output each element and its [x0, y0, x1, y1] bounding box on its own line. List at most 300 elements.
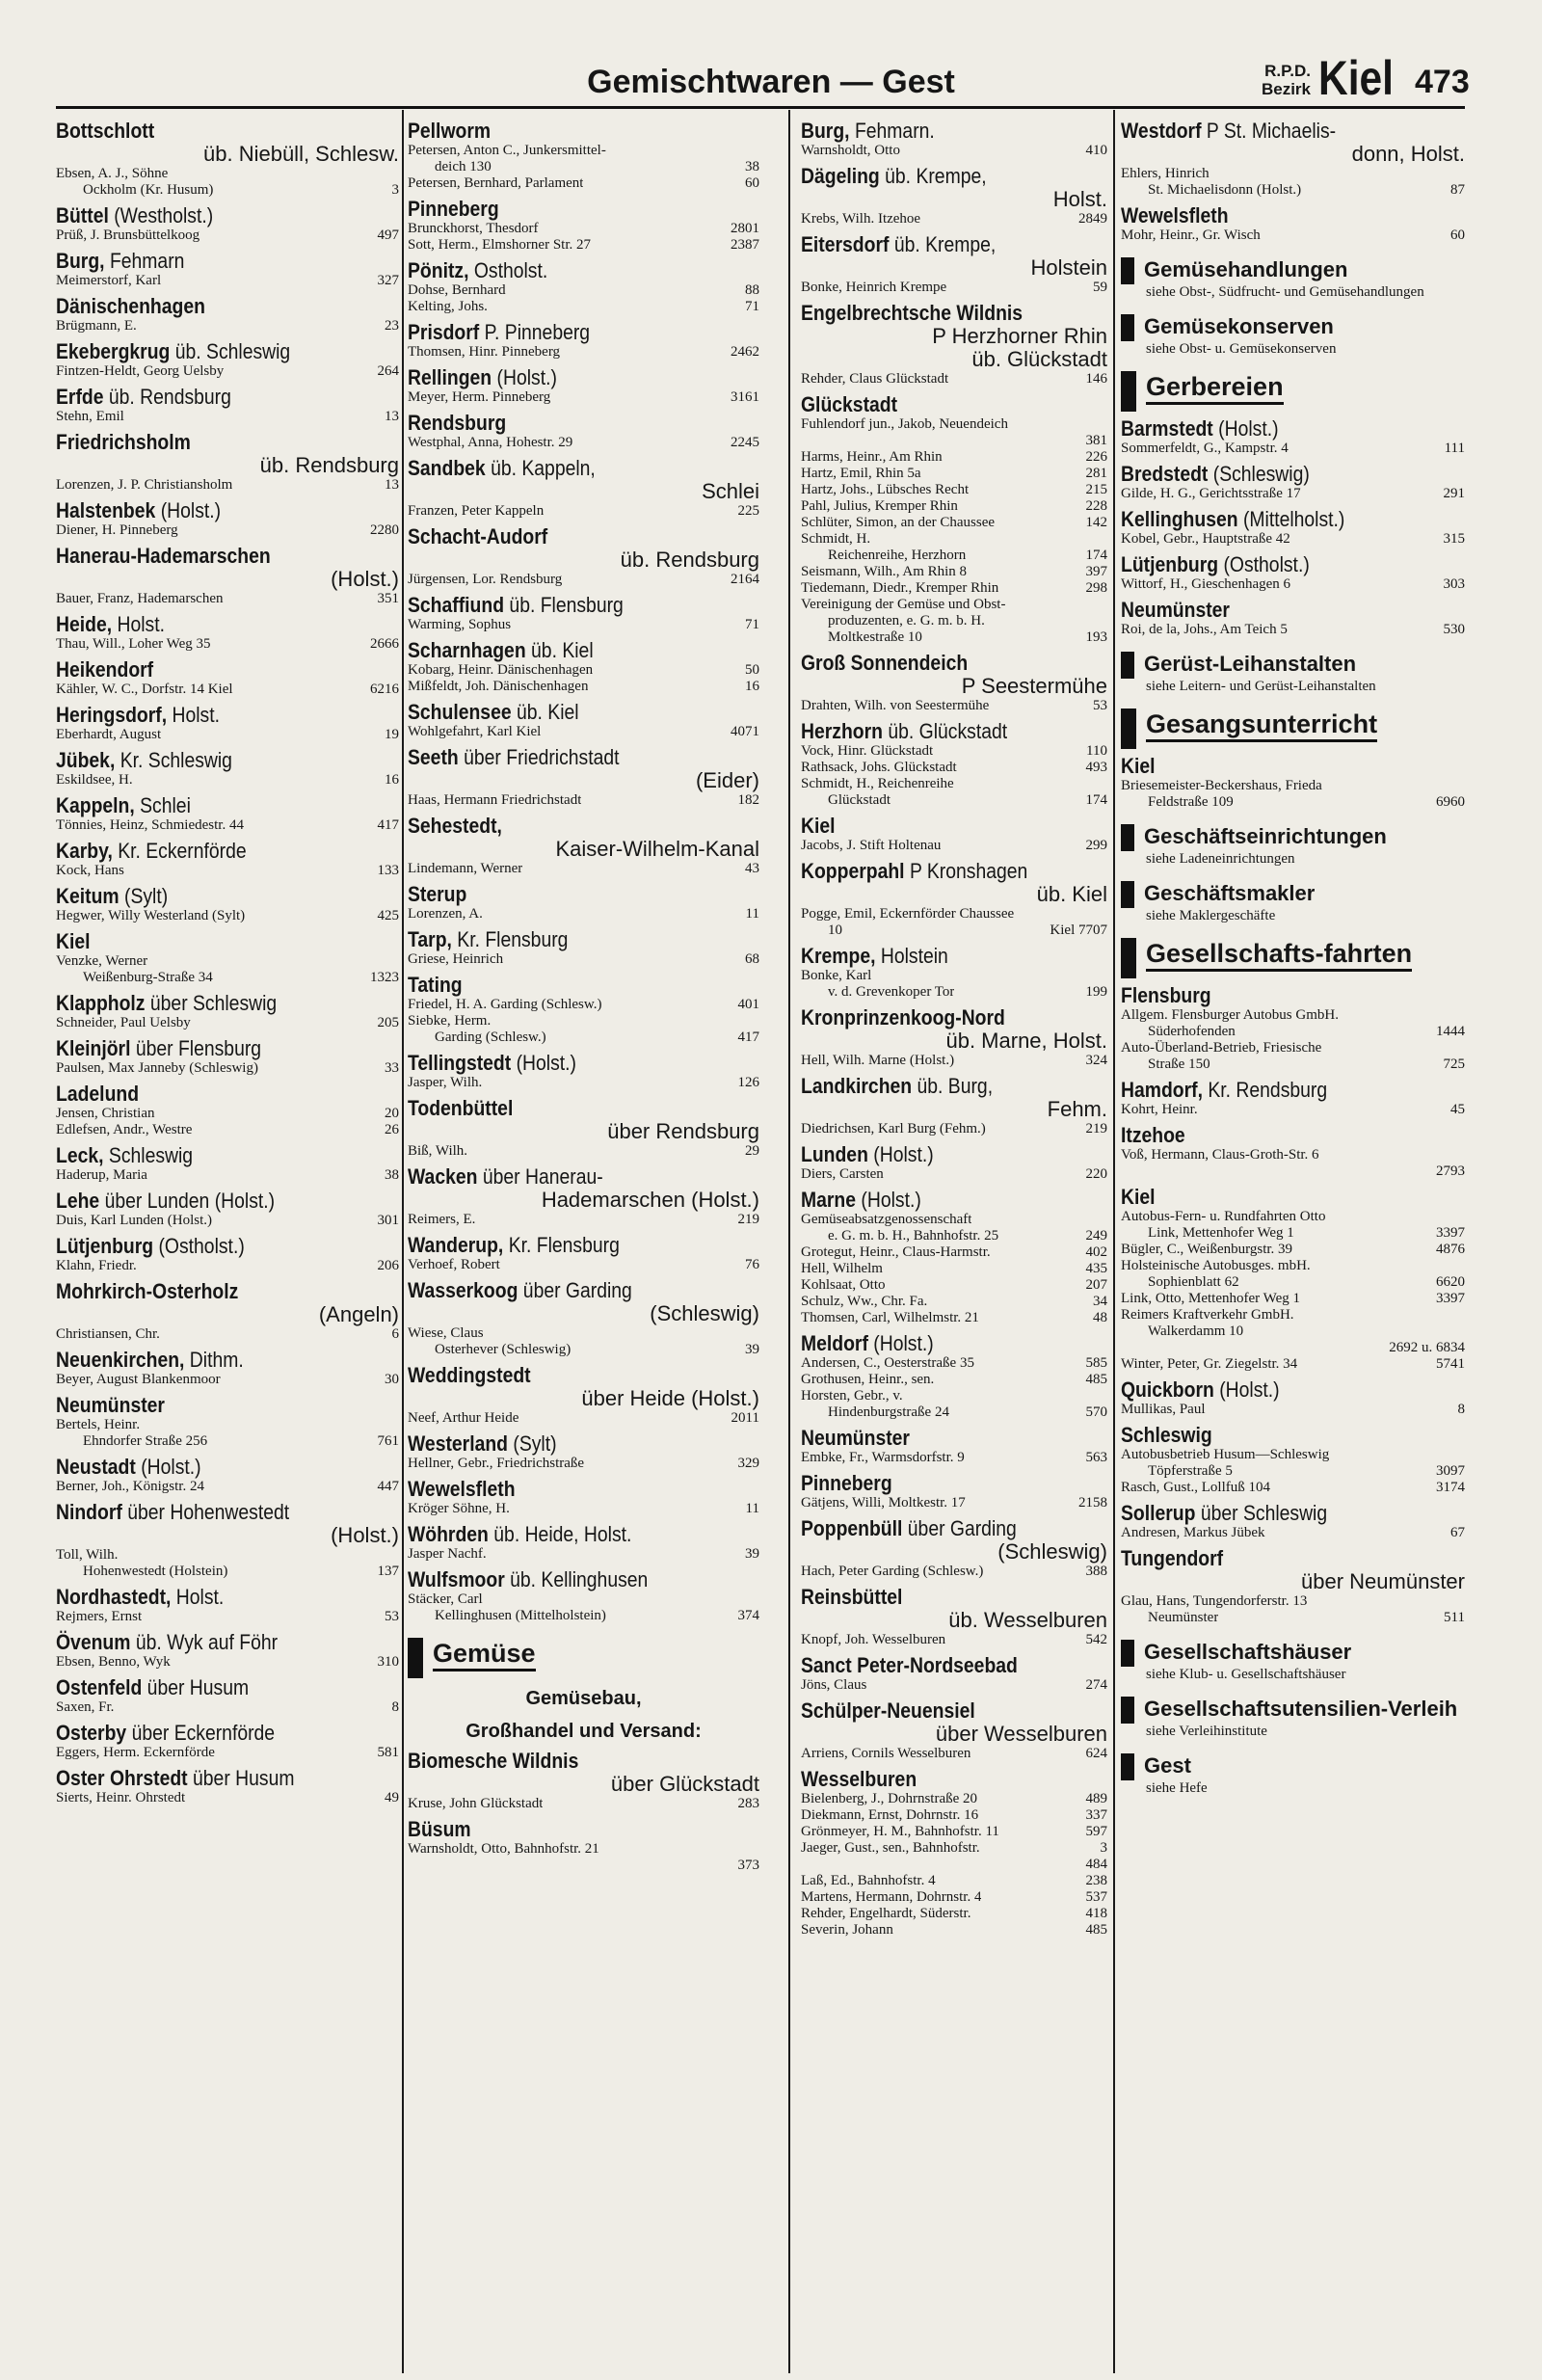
listing-name: Sophienblatt 62: [1148, 1274, 1239, 1290]
listing-name: Thomsen, Hinr. Pinneberg: [408, 344, 561, 360]
place-heading: [56, 385, 358, 409]
listing-phone: 418: [1085, 1906, 1107, 1921]
listing-name: St. Michaelisdonn (Holst.): [1148, 182, 1302, 198]
listing-phone: 3161: [731, 389, 759, 405]
listing-phone: 493: [1085, 760, 1107, 775]
place-heading: [408, 814, 717, 838]
listing-entry: [408, 237, 759, 254]
place-name: Dägeling: [801, 164, 880, 188]
section-marker: [1121, 824, 1134, 851]
listing-name: Lindemann, Werner: [408, 861, 523, 876]
listing-name: Warming, Sophus: [408, 617, 512, 632]
listing-phone: 30: [385, 1372, 399, 1387]
listing-entry: [56, 636, 399, 653]
place-qualifier: Dithm.: [189, 1348, 244, 1372]
listing-name: Link, Mettenhofer Weg 1: [1148, 1225, 1294, 1241]
listing-phone: 299: [1085, 838, 1107, 853]
listing-entry: [408, 143, 759, 159]
listing-name: Stäcker, Carl: [408, 1591, 483, 1607]
place-heading: [56, 119, 358, 143]
listing-phone: 315: [1443, 531, 1465, 547]
listing-phone: 725: [1443, 1056, 1465, 1072]
listing-entry: [1121, 1274, 1465, 1291]
listing-entry: [801, 143, 1107, 159]
place-qualifier: (Holst.): [873, 1142, 934, 1166]
place-heading: [408, 411, 717, 435]
listing-name: Seismann, Wilh., Am Rhin 8: [801, 564, 968, 579]
place-qualifier: üb. Glückstadt: [888, 719, 1008, 743]
listing-entry: [801, 1632, 1107, 1648]
listing-name: Biß, Wilh.: [408, 1143, 468, 1159]
listing-entry: [1121, 1402, 1465, 1418]
listing-entry: [1121, 1056, 1465, 1073]
place-name: Rendsburg: [408, 411, 507, 435]
listing-name: Saxen, Fr.: [56, 1699, 115, 1715]
section-marker: [1121, 1753, 1134, 1780]
listing-entry: [408, 1410, 759, 1427]
place-heading: [56, 657, 358, 682]
listing-phone: 537: [1085, 1889, 1107, 1905]
listing-name: Toll, Wilh.: [56, 1547, 119, 1563]
listing-phone: 228: [1085, 498, 1107, 514]
place-qualifier: (Holst.): [861, 1188, 921, 1212]
listing-entry: [408, 997, 759, 1013]
place-qualifier-line: Fehm.: [1047, 1097, 1107, 1121]
listing-phone: 497: [377, 227, 399, 243]
place-heading: [408, 365, 717, 389]
place-qualifier: Kr. Eckernförde: [118, 839, 247, 863]
place-name: Wacken: [408, 1164, 478, 1189]
place-qualifier: üb. Flensburg: [509, 593, 624, 617]
listing-entry: [1121, 1258, 1465, 1274]
place-heading: [801, 1142, 1071, 1166]
place-heading: [56, 544, 358, 568]
listing-name: Schneider, Paul Uelsby: [56, 1015, 191, 1030]
listing-entry: [801, 1746, 1107, 1762]
listing-name: Eggers, Herm. Eckernförde: [56, 1745, 215, 1760]
place-qualifier: üb. Heide, Holst.: [493, 1522, 632, 1546]
listing-entry: [408, 792, 759, 809]
listing-phone: 219: [737, 1212, 759, 1227]
listing-name: produzenten, e. G. m. b. H.: [828, 613, 985, 628]
listing-entry: [56, 318, 399, 334]
listing-entry: [408, 299, 759, 315]
directory-column-3: [801, 114, 1107, 2369]
place-name: Burg,: [56, 249, 105, 273]
listing-entry: [801, 1873, 1107, 1889]
listing-phone: 291: [1443, 486, 1465, 501]
listing-name: Tönnies, Heinz, Schmiedestr. 44: [56, 817, 244, 833]
place-name: Lütjenburg: [1121, 552, 1219, 576]
listing-name: Kock, Hans: [56, 863, 124, 878]
directory-column-2: [408, 114, 759, 2369]
listing-entry: [801, 838, 1107, 854]
listing-entry: [56, 273, 399, 289]
place-heading: [408, 197, 717, 221]
listing-entry: [801, 597, 1107, 613]
listing-phone: 182: [737, 792, 759, 808]
place-name: Eitersdorf: [801, 232, 890, 256]
listing-entry: [1121, 1147, 1465, 1163]
place-qualifier-line: (Schleswig): [997, 1539, 1107, 1564]
place-qualifier: Kr. Rendsburg: [1208, 1078, 1328, 1102]
place-heading: [1121, 754, 1423, 778]
listing-entry: [1121, 1447, 1465, 1463]
listing-name: Thau, Will., Loher Weg 35: [56, 636, 211, 652]
section-heading: [1121, 1640, 1465, 1667]
listing-name: Jaeger, Gust., sen., Bahnhofstr.: [801, 1840, 980, 1856]
place-heading: [801, 1585, 1071, 1609]
listing-phone: 38: [745, 159, 759, 174]
listing-phone: 20: [385, 1106, 399, 1121]
listing-entry: [801, 984, 1107, 1001]
listing-name: Haas, Hermann Friedrichstadt: [408, 792, 582, 808]
listing-name: Jasper Nachf.: [408, 1546, 487, 1562]
section-heading: [408, 1638, 759, 1678]
place-name: Büttel: [56, 203, 109, 227]
listing-name: Lorenzen, A.: [408, 906, 483, 922]
place-heading: [408, 456, 717, 480]
section-heading: [1121, 652, 1465, 679]
place-qualifier-line: Hademarschen (Holst.): [541, 1188, 759, 1212]
place-heading: [801, 164, 1071, 188]
listing-entry: [56, 1213, 399, 1229]
listing-entry: [801, 1564, 1107, 1580]
listing-entry: [801, 613, 1107, 629]
page-header: [0, 0, 1542, 108]
place-qualifier: Holst.: [172, 703, 220, 727]
listing-name: Töpferstraße 5: [1148, 1463, 1233, 1479]
place-heading: [56, 703, 358, 727]
listing-phone: 3: [1100, 1840, 1107, 1856]
listing-phone: 6620: [1436, 1274, 1465, 1290]
listing-entry: [801, 1244, 1107, 1261]
listing-name: Glückstadt: [828, 792, 891, 808]
listing-name: Schlüter, Simon, an der Chaussee: [801, 515, 996, 530]
listing-entry: [801, 1840, 1107, 1857]
place-qualifier: über Hohenwestedt: [127, 1500, 290, 1524]
listing-phone: 67: [1450, 1525, 1465, 1540]
place-qualifier-line: Holst.: [1052, 187, 1107, 211]
listing-entry: [1121, 794, 1465, 811]
listing-entry: [1121, 486, 1465, 502]
listing-entry: [801, 498, 1107, 515]
listing-name: Gätjens, Willi, Moltkestr. 17: [801, 1495, 966, 1511]
listing-phone: 3397: [1436, 1291, 1465, 1306]
listing-entry: [801, 1889, 1107, 1906]
listing-phone: 303: [1443, 576, 1465, 592]
listing-entry: [1121, 1024, 1465, 1040]
place-name: Karby,: [56, 839, 113, 863]
listing-name: Hindenburgstraße 24: [828, 1404, 949, 1420]
listing-name: Petersen, Anton C., Junkersmittel-: [408, 143, 606, 158]
listing-entry: [408, 951, 759, 968]
listing-name: Tiedemann, Diedr., Kremper Rhin: [801, 580, 999, 596]
place-name: Pinneberg: [801, 1471, 892, 1495]
listing-phone: 542: [1085, 1632, 1107, 1647]
place-name: Nordhastedt,: [56, 1585, 172, 1609]
listing-name: Rejmers, Ernst: [56, 1609, 143, 1624]
listing-name: Grönmeyer, H. M., Bahnhofstr. 11: [801, 1824, 999, 1839]
listing-name: Hegwer, Willy Westerland (Sylt): [56, 908, 246, 923]
place-name: Groß Sonnendeich: [801, 651, 969, 675]
place-name: Tating: [408, 973, 463, 997]
listing-phone: 68: [745, 951, 759, 967]
listing-phone: 16: [745, 679, 759, 694]
listing-entry: [56, 908, 399, 924]
listing-phone: 71: [745, 299, 759, 314]
listing-name: Brügmann, E.: [56, 318, 137, 334]
place-heading: [408, 1477, 717, 1501]
listing-phone: 49: [385, 1790, 399, 1805]
listing-entry: [56, 1564, 399, 1580]
listing-phone: 23: [385, 318, 399, 334]
listing-name: Mohr, Heinr., Gr. Wisch: [1121, 227, 1261, 243]
place-heading: [1121, 119, 1423, 143]
listing-entry: [56, 953, 399, 970]
listing-entry: [56, 1106, 399, 1122]
place-qualifier: über Eckernförde: [131, 1721, 276, 1745]
place-name: Landkirchen: [801, 1074, 913, 1098]
listing-entry: [56, 1609, 399, 1625]
place-heading: [408, 1431, 717, 1456]
place-name: Mohrkirch-Osterholz: [56, 1279, 239, 1303]
listing-name: Link, Otto, Mettenhofer Weg 1: [1121, 1291, 1300, 1306]
listing-entry: [408, 503, 759, 520]
listing-entry: [801, 1053, 1107, 1069]
place-heading: [408, 1278, 717, 1302]
listing-phone: 3174: [1436, 1480, 1465, 1495]
section-heading: [1121, 938, 1465, 978]
listing-name: Warnsholdt, Otto: [801, 143, 900, 158]
page-number: 473: [1415, 64, 1470, 100]
place-qualifier-line: Schlei: [702, 479, 759, 503]
place-qualifier: Holstein: [880, 944, 948, 968]
place-heading: [801, 1331, 1071, 1355]
listing-name: Rathsack, Johs. Glückstadt: [801, 760, 957, 775]
listing-name: Süderhofenden: [1148, 1024, 1236, 1039]
place-qualifier-line: üb. Glückstadt: [971, 347, 1107, 371]
listing-name: Osterhever (Schleswig): [435, 1342, 572, 1357]
listing-name: Autobus-Fern- u. Rundfahrten Otto: [1121, 1209, 1326, 1224]
place-name: Bredstedt: [1121, 462, 1209, 486]
place-name: Schaffiund: [408, 593, 505, 617]
place-name: Ekebergkrug: [56, 339, 171, 363]
listing-phone: 485: [1085, 1922, 1107, 1938]
listing-name: Kelting, Johs.: [408, 299, 488, 314]
listing-phone: 220: [1085, 1166, 1107, 1182]
column-divider: [402, 110, 404, 2373]
section-title: Gesellschaftshäuser: [1144, 1640, 1352, 1664]
place-qualifier-line: (Angeln): [318, 1302, 399, 1326]
place-qualifier-line: über Wesselburen: [935, 1722, 1107, 1746]
place-heading: [56, 1279, 358, 1303]
listing-entry: [56, 1015, 399, 1031]
listing-name: Weißenburg-Straße 34: [83, 970, 213, 985]
listing-entry: [801, 211, 1107, 227]
place-qualifier: P. Pinneberg: [484, 320, 591, 344]
listing-name: Hellner, Gebr., Friedrichstraße: [408, 1456, 585, 1471]
listing-name: Hell, Wilhelm: [801, 1261, 883, 1276]
listing-name: Griese, Heinrich: [408, 951, 504, 967]
listing-entry: [408, 1212, 759, 1228]
listing-name: Wiese, Claus: [408, 1325, 484, 1341]
place-name: Biomesche Wildnis: [408, 1749, 579, 1773]
place-name: Wewelsfleth: [1121, 203, 1229, 227]
listing-phone: 485: [1085, 1372, 1107, 1387]
listing-phone: 11: [745, 906, 759, 922]
place-qualifier: über Husum: [146, 1675, 250, 1699]
section-marker: [408, 1638, 423, 1678]
place-name: Kiel: [1121, 1185, 1156, 1209]
place-name: Kronprinzenkoog-Nord: [801, 1005, 1005, 1030]
listing-phone: 310: [377, 1654, 399, 1670]
listing-entry: [801, 1388, 1107, 1404]
place-name: Kleinjörl: [56, 1036, 131, 1060]
place-qualifier: (Holst.): [141, 1455, 201, 1479]
place-heading: [801, 1074, 1071, 1098]
place-qualifier: üb. Kappeln,: [491, 456, 596, 480]
place-name: Ostenfeld: [56, 1675, 143, 1699]
listing-entry: [56, 1790, 399, 1806]
listing-phone: 225: [737, 503, 759, 519]
place-qualifier: Schlei: [140, 793, 191, 817]
listing-name: Meimerstorf, Karl: [56, 273, 162, 288]
place-heading: [56, 1189, 358, 1213]
listing-name: Jacobs, J. Stift Holtenau: [801, 838, 942, 853]
place-qualifier-line: (Holst.): [331, 567, 399, 591]
cross-reference: siehe Maklergeschäfte: [1146, 908, 1276, 923]
place-qualifier: üb. Kellinghusen: [510, 1567, 649, 1591]
listing-name: Bonke, Karl: [801, 968, 872, 983]
cross-reference: siehe Verleihinstitute: [1146, 1724, 1267, 1739]
listing-entry: [56, 1372, 399, 1388]
listing-name: Laß, Ed., Bahnhofstr. 4: [801, 1873, 936, 1888]
place-heading: [56, 1630, 358, 1654]
listing-entry: [56, 591, 399, 607]
place-name: Westerland: [408, 1431, 509, 1456]
listing-name: Mißfeldt, Joh. Dänischenhagen: [408, 679, 589, 694]
listing-phone: 38: [385, 1167, 399, 1183]
place-name: Övenum: [56, 1630, 131, 1654]
listing-entry: [56, 1745, 399, 1761]
listing-phone: 3397: [1436, 1225, 1465, 1241]
place-name: Bottschlott: [56, 119, 155, 143]
listing-phone: 381: [1085, 433, 1107, 448]
listing-name: deich 130: [435, 159, 492, 174]
place-qualifier: (Sylt): [513, 1431, 557, 1456]
place-name: Lunden: [801, 1142, 868, 1166]
listing-name: Venzke, Werner: [56, 953, 148, 969]
listing-entry: [801, 906, 1107, 923]
listing-phone: 264: [377, 363, 399, 379]
place-qualifier: üb. Kiel: [531, 638, 594, 662]
place-heading: [1121, 507, 1423, 531]
place-heading: [56, 612, 358, 636]
listing-phone: 45: [1450, 1102, 1465, 1117]
listing-name: Moltkestraße 10: [828, 629, 922, 645]
place-heading: [56, 1766, 358, 1790]
listing-phone: 137: [377, 1564, 399, 1579]
place-qualifier: Fehmarn: [109, 249, 185, 273]
listing-phone: 87: [1450, 182, 1465, 198]
listing-entry: [408, 906, 759, 923]
place-name: Rellingen: [408, 365, 492, 389]
place-heading: [801, 651, 1071, 675]
listing-entry: [56, 166, 399, 182]
listing-name: Neef, Arthur Heide: [408, 1410, 519, 1426]
place-qualifier: über Hanerau-: [482, 1164, 603, 1189]
section-marker: [1121, 371, 1136, 412]
place-name: Herzhorn: [801, 719, 883, 743]
place-name: Halstenbek: [56, 498, 156, 522]
listing-entry: [408, 617, 759, 633]
listing-name: Siebke, Herm.: [408, 1013, 492, 1029]
listing-phone: 2280: [370, 522, 399, 538]
listing-name: Jürgensen, Lor. Rendsburg: [408, 572, 563, 587]
place-name: Weddingstedt: [408, 1363, 531, 1387]
place-heading: [408, 593, 717, 617]
place-qualifier: (Mittelholst.): [1242, 507, 1345, 531]
listing-entry: [408, 1257, 759, 1273]
listing-entry: [1121, 1610, 1465, 1626]
listing-name: Kröger Söhne, H.: [408, 1501, 510, 1516]
subheading: Gemüsebau,: [525, 1688, 642, 1709]
listing-phone: 8: [391, 1699, 399, 1715]
place-heading: [56, 1234, 358, 1258]
listing-name: Martens, Hermann, Dohrnstr. 4: [801, 1889, 982, 1905]
place-heading: [408, 1567, 717, 1591]
listing-entry: [408, 221, 759, 237]
listing-phone: 2164: [731, 572, 759, 587]
place-heading: [801, 1698, 1071, 1723]
place-qualifier: (Sylt): [124, 884, 169, 908]
listing-entry: [408, 1342, 759, 1358]
listing-phone: 388: [1085, 1564, 1107, 1579]
place-heading: [1121, 983, 1423, 1007]
district-city: Kiel: [1318, 51, 1394, 105]
place-name: Sollerup: [1121, 1501, 1196, 1525]
place-heading: [801, 1471, 1071, 1495]
listing-phone: 76: [745, 1257, 759, 1272]
place-heading: [408, 1233, 717, 1257]
listing-entry: [801, 1906, 1107, 1922]
listing-name: Jasper, Wilh.: [408, 1075, 483, 1090]
listing-phone: 2387: [731, 237, 759, 253]
listing-phone: 8: [1457, 1402, 1465, 1417]
listing-phone: 283: [737, 1796, 759, 1811]
place-name: Klappholz: [56, 991, 146, 1015]
place-heading: [408, 119, 717, 143]
listing-name: Kobel, Gebr., Hauptstraße 42: [1121, 531, 1290, 547]
listing-name: Hartz, Emil, Rhin 5a: [801, 466, 921, 481]
place-heading: [801, 1426, 1071, 1450]
listing-entry: [801, 580, 1107, 597]
section-title: Geschäftseinrichtungen: [1144, 824, 1387, 848]
listing-phone: 489: [1085, 1791, 1107, 1806]
place-name: Osterby: [56, 1721, 127, 1745]
listing-entry: [801, 449, 1107, 466]
place-heading: [801, 1767, 1071, 1791]
listing-phone: 50: [745, 662, 759, 678]
section-title: Gest: [1144, 1753, 1191, 1778]
listing-entry: [801, 280, 1107, 296]
listing-phone: 206: [377, 1258, 399, 1273]
listing-name: Friedel, H. A. Garding (Schlesw.): [408, 997, 602, 1012]
listing-entry: [56, 1258, 399, 1274]
place-name: Tarp,: [408, 927, 452, 951]
listing-name: Sott, Herm., Elmshorner Str. 27: [408, 237, 591, 253]
